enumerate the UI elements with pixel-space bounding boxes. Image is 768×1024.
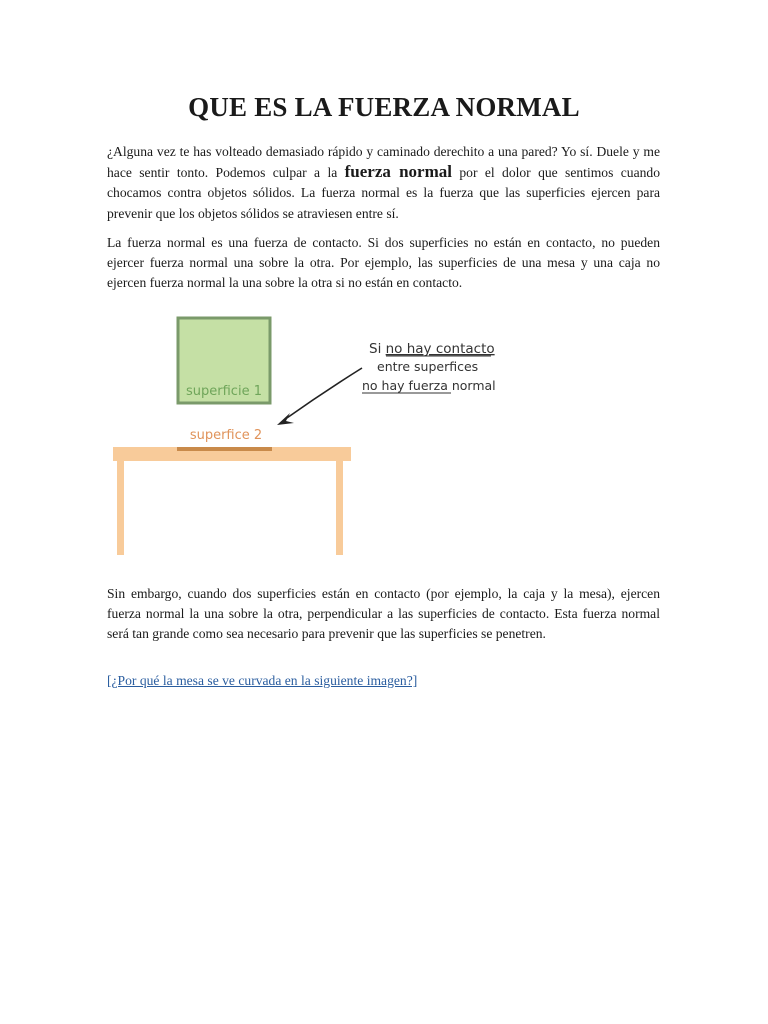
page-title: QUE ES LA FUERZA NORMAL (188, 92, 580, 122)
table-contact-surface (177, 447, 272, 451)
box-table-illustration (100, 305, 530, 565)
emphasized-term: fuerza normal (344, 162, 452, 182)
note-line-1 (369, 341, 495, 357)
note-prefix: Si (369, 341, 386, 357)
table-leg-right (336, 461, 343, 555)
intro-paragraph (107, 142, 660, 224)
note-no-contact: no hay contacto (385, 341, 495, 357)
note-line-3 (362, 378, 496, 393)
table-leg-left (117, 461, 124, 555)
note-normal: normal (447, 378, 496, 393)
box-label: superficie 1 (186, 384, 262, 399)
intro-text-end: por el dolor que sentimos cuando chocamos contra objetos sólidos. La fuerza normal es la fuerza que las superficies ejercen para prevenir que los objetos sólidos se atraviesen entre sí. (107, 165, 661, 221)
arrow-line (284, 368, 362, 420)
intro-text-start: ¿Alguna vez te has volteado demasiado rápido y caminado derechito a una pared? Yo sí. Duele y me hace sentir tonto. Podemos culpar a la (107, 144, 660, 181)
contact-force-paragraph: La fuerza normal es una fuerza de contacto. Si dos superficies no están en contacto, no pueden ejercer fuerza normal una sobre la otra. Por ejemplo, las superficies de una mesa y una caja no ejercen fuerza normal la una sobre la otra si no están en contacto. (107, 235, 660, 291)
contact-paragraph: Sin embargo, cuando dos superficies están en contacto (por ejemplo, la caja y la mesa), ejercen fuerza normal la una sobre la otra, perpendicular a las superficies de contacto. Esta fuerza normal será tan grande como sea necesario para prevenir que las superficies se penetren. (107, 586, 660, 642)
note-line-2: entre superfices (377, 359, 479, 374)
note-no-force: no hay fuerza (362, 378, 448, 393)
table-label: superfice 2 (189, 428, 263, 443)
curved-table-link[interactable]: [¿Por qué la mesa se ve curvada en la siguiente imagen?] (107, 673, 418, 688)
